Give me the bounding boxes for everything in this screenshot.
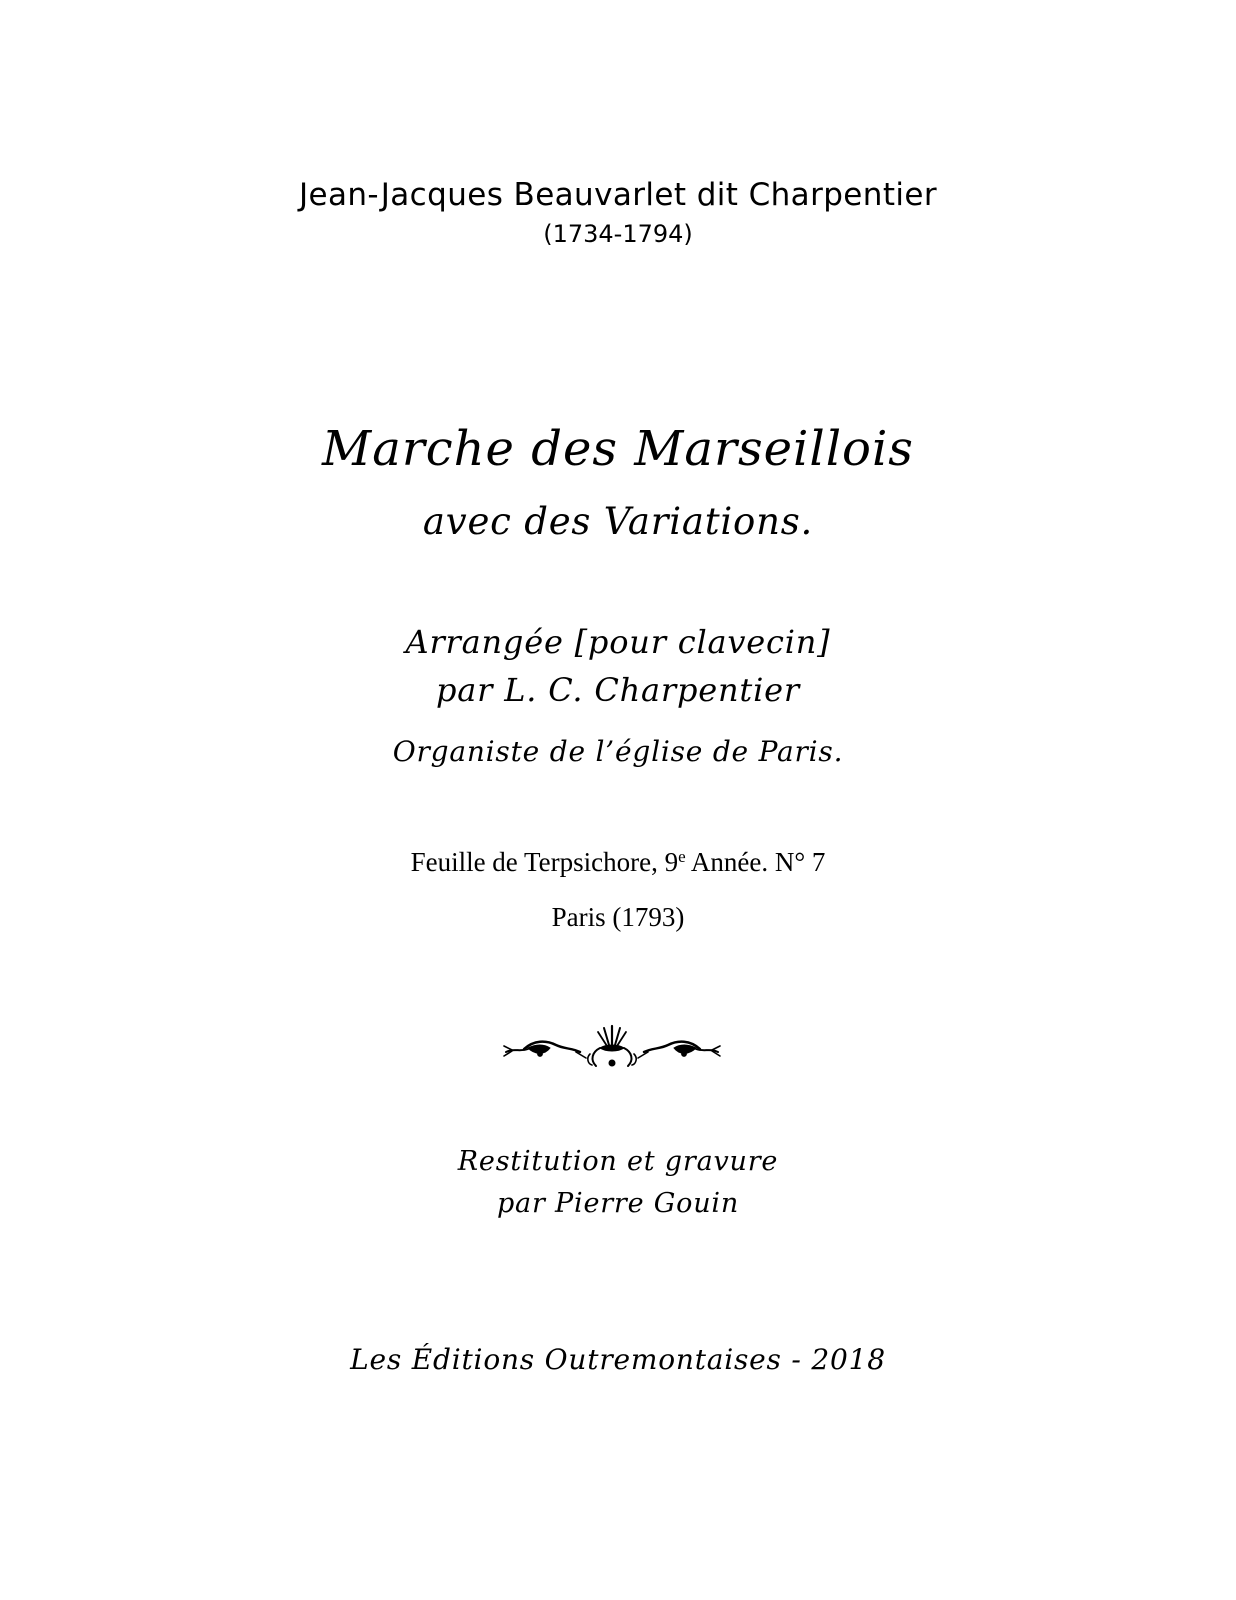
arrangement-line-2: par L. C. Charpentier <box>436 671 800 709</box>
credit-line-1: Restitution et gravure <box>457 1146 779 1177</box>
credit-line-2: par Pierre Gouin <box>496 1188 740 1219</box>
arrangement-line-3: Organiste de l’église de Paris. <box>392 735 844 768</box>
work-subtitle: avec des Variations. <box>422 500 814 543</box>
source-place-date: Paris (1793) <box>551 902 685 932</box>
work-title: Marche des Marseillois <box>322 421 914 477</box>
source-publication-name: Feuille de Terpsichore, 9 <box>410 847 679 877</box>
source-issue: Année. N° 7 <box>685 847 826 877</box>
source-publication <box>0 849 1236 876</box>
arrangement-line-1: Arrangée [pour clavecin] <box>405 623 831 661</box>
fleuron-ornament-icon <box>500 1018 724 1074</box>
ordinal-suffix: e <box>678 847 686 866</box>
composer-dates: (1734-1794) <box>543 220 693 248</box>
composer-name: Jean-Jacques Beauvarlet dit Charpentier <box>298 177 938 213</box>
publisher-line: Les Éditions Outremontaises - 2018 <box>350 1343 886 1376</box>
